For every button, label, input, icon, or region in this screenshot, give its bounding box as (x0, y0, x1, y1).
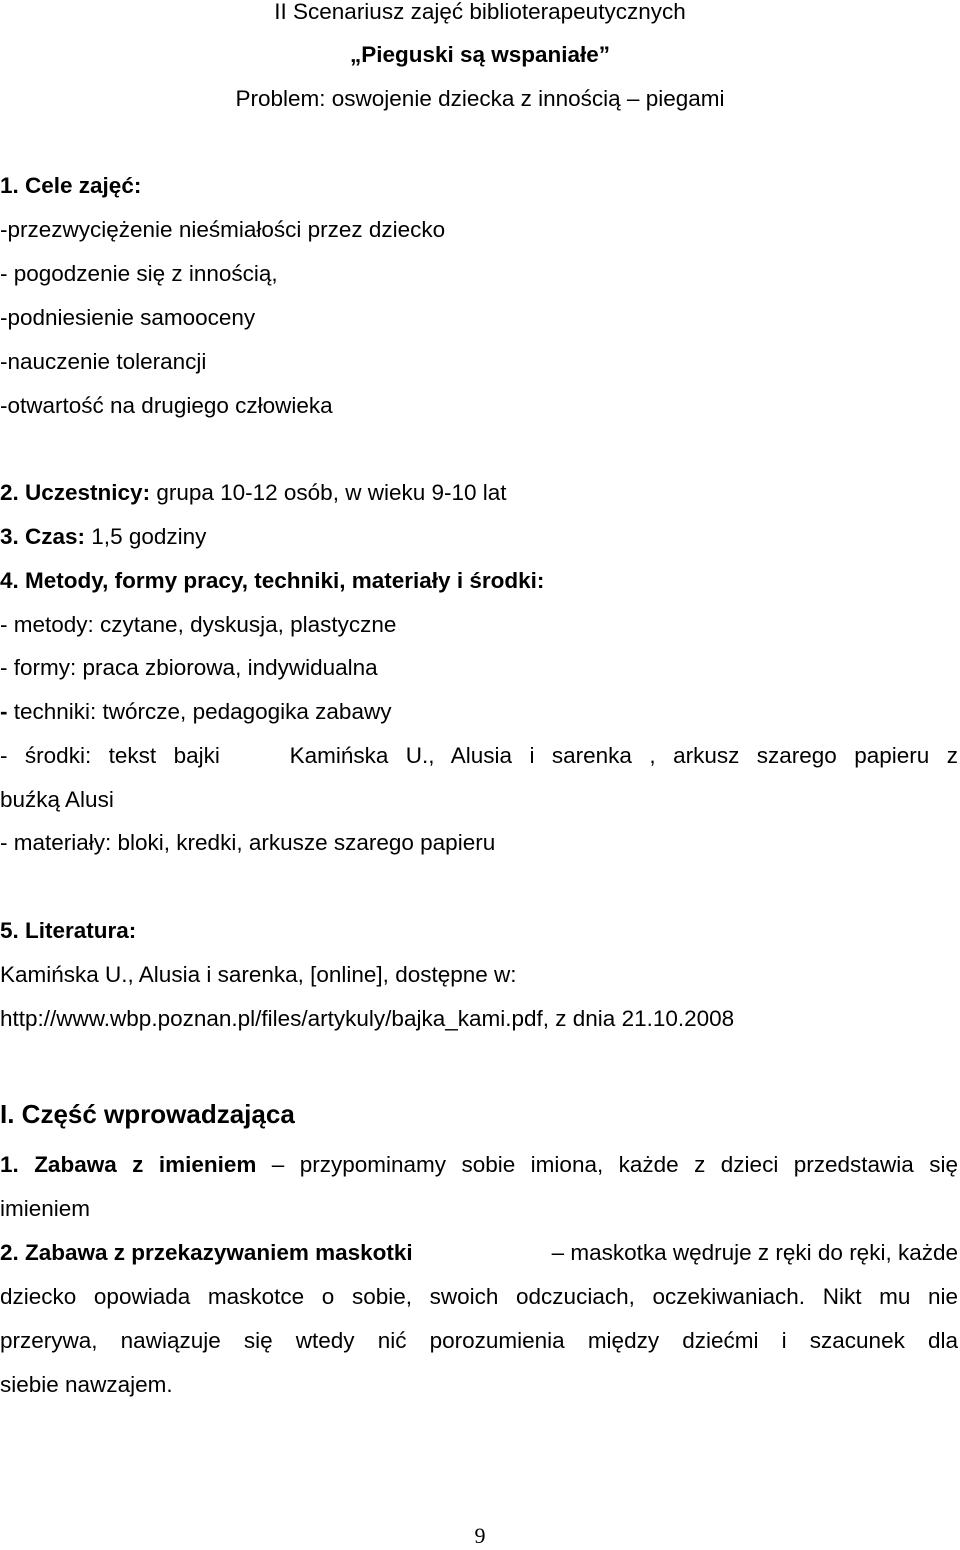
participants-value: grupa 10-12 osób, w wieku 9-10 lat (150, 480, 507, 505)
story-title: „Pieguski są wspaniałe” (349, 42, 611, 67)
goal-item: - pogodzenie się z innością, (0, 261, 278, 286)
methods-heading: 4. Metody, formy pracy, techniki, materiały i środki: (0, 568, 545, 593)
methods-line-srodki-cont: buźką Alusi (0, 787, 114, 812)
goals-heading: 1. Cele zajęć: (0, 173, 142, 198)
goal-item: -otwartość na drugiego człowieka (0, 393, 333, 418)
item1-label: 1. Zabawa z imieniem (0, 1152, 257, 1177)
time-line (0, 523, 206, 551)
methods-line-formy: - formy: praca zbiorowa, indywidualna (0, 655, 378, 680)
part1-item2-cont: przerywa, nawiązuje się wtedy nić porozumienia między dziećmi i szacunek dla (0, 1328, 958, 1353)
methods-line-srodki: - środki: tekst bajki Kamińska U., Alusia i sarenka , arkusz szarego papieru z (0, 743, 958, 768)
part1-item1-line (0, 1151, 958, 1179)
methods-line-metody: - metody: czytane, dyskusja, plastyczne (0, 612, 397, 637)
methods-line-materialy: - materiały: bloki, kredki, arkusze szarego papieru (0, 830, 496, 855)
page-number: 9 (474, 1523, 486, 1548)
goal-item: -nauczenie tolerancji (0, 349, 207, 374)
literature-line: Kamińska U., Alusia i sarenka, [online], dostępne w: (0, 962, 517, 987)
part1-item2-end: siebie nawzajem. (0, 1372, 173, 1397)
literature-url: http://www.wbp.poznan.pl/files/artykuly/bajka_kami.pdf, z dnia 21.10.2008 (0, 1006, 735, 1031)
scenario-title: II Scenariusz zajęć biblioterapeutycznych (274, 0, 686, 24)
part1-item1-cont: imieniem (0, 1196, 91, 1221)
participants-line (0, 479, 507, 507)
item2-label: 2. Zabawa z przekazywaniem maskotki (0, 1240, 413, 1265)
techniki-text: techniki: twórcze, pedagogika zabawy (7, 699, 392, 724)
part1-item2-line (0, 1239, 958, 1267)
problem-line: Problem: oswojenie dziecka z innością – piegami (235, 86, 725, 111)
goal-item: -podniesienie samooceny (0, 305, 256, 330)
participants-label: 2. Uczestnicy: (0, 480, 151, 505)
time-value: 1,5 godziny (85, 524, 207, 549)
techniki-dash: - (0, 699, 8, 724)
time-label: 3. Czas: (0, 524, 86, 549)
methods-line-techniki (0, 698, 391, 726)
goal-item: -przezwyciężenie nieśmiałości przez dziecko (0, 217, 446, 242)
part1-item2-cont: dziecko opowiada maskotce o sobie, swoich odczuciach, oczekiwaniach. Nikt mu nie (0, 1284, 958, 1309)
literature-heading: 5. Literatura: (0, 918, 137, 943)
part1-heading: I. Część wprowadzająca (0, 1099, 295, 1129)
item1-text: – przypominamy sobie imiona, każde z dzieci przedstawia się (256, 1152, 958, 1177)
item2-text: – maskotka wędruje z ręki do ręki, każde (545, 1240, 958, 1265)
